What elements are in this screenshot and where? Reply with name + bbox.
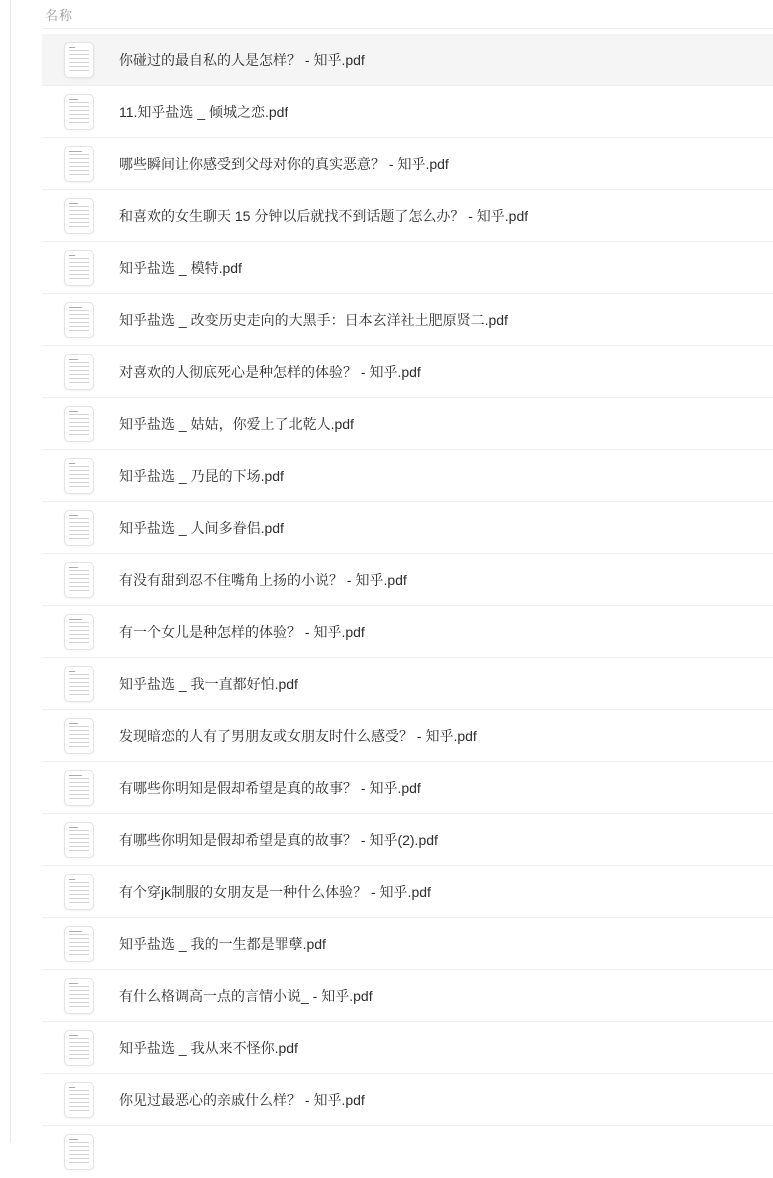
file-row[interactable] (42, 346, 773, 398)
pdf-thumbnail-icon (64, 510, 94, 546)
file-row[interactable] (42, 398, 773, 450)
pdf-thumbnail-icon (64, 614, 94, 650)
file-name: 知乎盐选 _ 姑姑，你爱上了北乾人.pdf (119, 415, 354, 432)
pdf-thumbnail-icon (64, 146, 94, 182)
pdf-thumbnail-icon (64, 42, 94, 78)
file-row[interactable] (42, 710, 773, 762)
file-row[interactable] (42, 762, 773, 814)
pdf-thumbnail-icon (64, 250, 94, 286)
pdf-thumbnail-icon (64, 302, 94, 338)
pdf-thumbnail-icon (64, 406, 94, 442)
pdf-thumbnail-icon (64, 770, 94, 806)
file-row[interactable] (42, 1074, 773, 1126)
file-row[interactable] (42, 658, 773, 710)
file-row[interactable] (42, 1022, 773, 1074)
file-name: 你碰过的最自私的人是怎样？ - 知乎.pdf (119, 51, 365, 68)
file-name: 哪些瞬间让你感受到父母对你的真实恶意？ - 知乎.pdf (119, 155, 449, 172)
file-name: 知乎盐选 _ 乃昆的下场.pdf (119, 467, 284, 484)
file-row[interactable] (42, 294, 773, 346)
pdf-thumbnail-icon (64, 94, 94, 130)
file-name: 有哪些你明知是假却希望是真的故事？ - 知乎(2).pdf (119, 831, 438, 848)
file-row[interactable] (42, 190, 773, 242)
file-name: 知乎盐选 _ 改变历史走向的大黑手：日本玄洋社土肥原贤二.pdf (119, 311, 508, 328)
file-row[interactable] (42, 866, 773, 918)
file-row[interactable] (42, 554, 773, 606)
file-name: 11.知乎盐选 _ 倾城之恋.pdf (119, 103, 289, 120)
file-row[interactable] (42, 502, 773, 554)
pdf-thumbnail-icon (64, 1082, 94, 1118)
pdf-thumbnail-icon (64, 666, 94, 702)
pdf-thumbnail-icon (64, 562, 94, 598)
pdf-thumbnail-icon (64, 354, 94, 390)
file-name: 有一个女儿是种怎样的体验？ - 知乎.pdf (119, 623, 365, 640)
file-name: 你见过最恶心的亲戚什么样？ - 知乎.pdf (119, 1091, 365, 1108)
list-header (42, 0, 773, 29)
file-row[interactable] (42, 970, 773, 1022)
file-row[interactable] (42, 242, 773, 294)
pdf-thumbnail-icon (64, 978, 94, 1014)
pdf-thumbnail-icon (64, 926, 94, 962)
file-name: 知乎盐选 _ 我从来不怪你.pdf (119, 1039, 298, 1056)
pdf-thumbnail-icon (64, 874, 94, 910)
file-name: 有什么格调高一点的言情小说_ - 知乎.pdf (119, 987, 373, 1004)
file-name: 和喜欢的女生聊天 15 分钟以后就找不到话题了怎么办？ - 知乎.pdf (119, 207, 529, 224)
file-name: 发现暗恋的人有了男朋友或女朋友时什么感受？ - 知乎.pdf (119, 727, 477, 744)
file-browser-pane (11, 0, 773, 1178)
pdf-thumbnail-icon (64, 198, 94, 234)
file-list (11, 34, 773, 1178)
file-name: 知乎盐选 _ 我的一生都是罪孽.pdf (119, 935, 326, 952)
file-name: 对喜欢的人彻底死心是种怎样的体验？ - 知乎.pdf (119, 363, 421, 380)
file-row-partial[interactable] (42, 1126, 773, 1178)
file-name: 有哪些你明知是假却希望是真的故事？ - 知乎.pdf (119, 779, 421, 796)
file-row[interactable] (42, 86, 773, 138)
pdf-thumbnail-icon (64, 1134, 94, 1170)
file-name: 知乎盐选 _ 我一直都好怕.pdf (119, 675, 298, 692)
file-row[interactable] (42, 450, 773, 502)
file-name: 知乎盐选 _ 人间多眷侣.pdf (119, 519, 284, 536)
file-row[interactable] (42, 918, 773, 970)
sidebar-edge-divider (0, 0, 11, 1143)
file-row[interactable] (42, 814, 773, 866)
file-row[interactable] (42, 606, 773, 658)
pdf-thumbnail-icon (64, 718, 94, 754)
pdf-thumbnail-icon (64, 1030, 94, 1066)
column-header-name[interactable]: 名称 (45, 7, 74, 23)
file-row[interactable] (42, 34, 773, 86)
file-row[interactable] (42, 138, 773, 190)
pdf-thumbnail-icon (64, 822, 94, 858)
file-name: 有个穿jk制服的女朋友是一种什么体验？ - 知乎.pdf (119, 883, 431, 900)
pdf-thumbnail-icon (64, 458, 94, 494)
file-name: 知乎盐选 _ 模特.pdf (119, 259, 242, 276)
file-name: 有没有甜到忍不住嘴角上扬的小说？ - 知乎.pdf (119, 571, 407, 588)
